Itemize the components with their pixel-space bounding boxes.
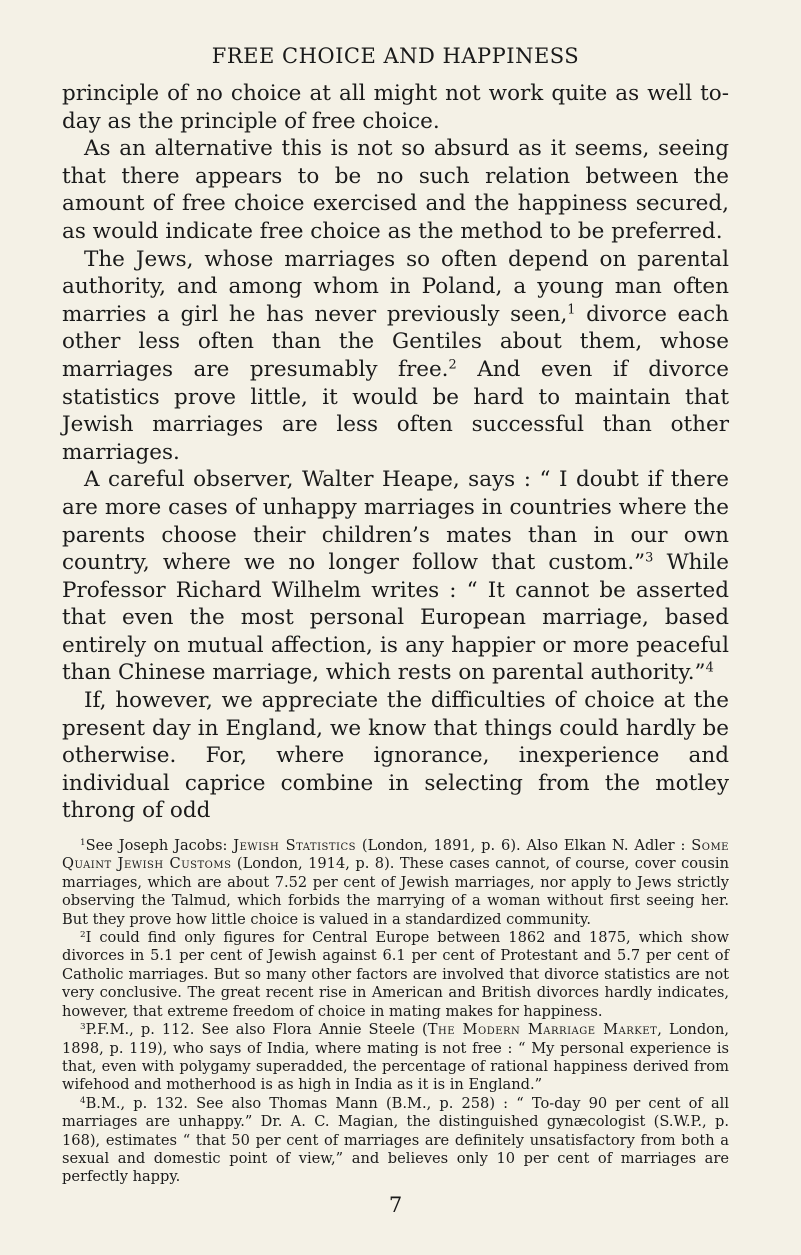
- page-number: 7: [388, 1192, 403, 1217]
- paragraph: If, however, we appreciate the difficulties of choice at the present day in England, we know that things could hardly be otherwise. For, where ignorance, inexperience and individual caprice combine in selecting from the motley throng of odd: [62, 688, 729, 824]
- footnote-mark: 2: [80, 929, 86, 940]
- footnote-text: See Joseph Jacobs:: [85, 837, 234, 855]
- footnote-ref: 2: [448, 357, 457, 373]
- footnote-text: (London, 1914, p. 8). These cases cannot, of course, cover cousin marriages, which are about 7.52 per cent of Jewish marriages, nor apply to Jews strictly observing the Talmud, which forbids the marrying of a woman without first seeing her. But they prove how little choice is valued in a standardized community.: [62, 855, 729, 928]
- paragraph: [62, 246, 729, 467]
- footnote-text: (London, 1891, p. 6). Also Elkan N. Adler :: [356, 837, 692, 855]
- footnote-text: B.M., p. 132. See also Thomas Mann (B.M., p. 258) : “ To-day 90 per cent of all marriages are unhappy.” Dr. A. C. Magian, the distinguished gynæcologist (S.W.P., p. 168), estimates “ that 50 per cent of marriages are definitely unsatisfactory from both a sexual and domestic point of view,” and believes only 10 per cent of marriages are perfectly happy.: [62, 1094, 729, 1186]
- running-head: FREE CHOICE AND HAPPINESS: [211, 44, 580, 68]
- footnote-ref: 4: [705, 660, 714, 676]
- footnote-mark: 4: [80, 1095, 86, 1106]
- paragraph-text: While Professor Richard Wilhelm writes : “ It cannot be asserted that even the most personal European marriage, based entirely on mutual affection, is any happier or more peaceful than Chinese marriage, which rests on parental authority.”: [62, 550, 729, 686]
- footnote-ref: 1: [567, 302, 576, 318]
- paragraph-text: The Jews, whose marriages so often depend on parental authority, and among whom in Poland, a young man often marries a girl he has never previously seen,: [62, 246, 729, 327]
- footnote-text: P.F.M., p. 112. See also Flora Annie Steele (: [85, 1021, 428, 1039]
- footnotes: [62, 837, 729, 1187]
- body-text: [62, 80, 729, 825]
- paragraph: As an alternative this is not so absurd as it seems, seeing that there appears to be no such relation between the amount of free choice exercised and the happiness secured, as would indicate free choice as the method to be preferred.: [62, 136, 729, 244]
- footnote: [62, 929, 729, 1021]
- paragraph: principle of no choice at all might not work quite as well to-day as the principle of free choice.: [62, 81, 729, 134]
- footnote-text: , London, 1898, p. 119), who says of India, where mating is not free : “ My personal experience is that, even with polygamy superadded, the percentage of rational happiness derived from wifehood and motherhood is as high in India as it is in England.”: [62, 1021, 729, 1094]
- footnote: [62, 837, 729, 929]
- paragraph-text: A careful observer, Walter Heape, says : “ I doubt if there are more cases of unhappy marriages in countries where the parents choose their children’s mates than in our own country, where we no longer follow that custom.”: [62, 467, 729, 576]
- footnote-text: I could find only figures for Central Europe between 1862 and 1875, which show divorces in 5.1 per cent of Jewish against 6.1 per cent of Protestant and 5.7 per cent of Catholic marriages. But so many other factors are involved that divorce statistics are not very conclusive. The great recent rise in American and British divorces hardly indicates, however, that extreme freedom of choice in mating makes for happiness.: [62, 929, 729, 1020]
- paragraph-text: divorce each other less often than the Gentiles about them, whose marriages are presumably free.: [62, 301, 729, 382]
- footnote: [62, 1095, 729, 1187]
- book-title: The Modern Marriage Market: [427, 1021, 658, 1039]
- footnote-mark: 1: [80, 837, 86, 848]
- footnote-ref: 3: [645, 550, 654, 566]
- paragraph: [62, 466, 729, 687]
- footnote-mark: 3: [80, 1021, 86, 1032]
- book-title: Jewish Statistics: [233, 837, 356, 855]
- paragraph-text: And even if divorce statistics prove little, it would be hard to maintain that Jewish marriages are less often successful than other marriages.: [62, 356, 729, 465]
- book-title: Some Quaint Jewish Customs: [62, 837, 729, 873]
- footnote: [62, 1021, 729, 1095]
